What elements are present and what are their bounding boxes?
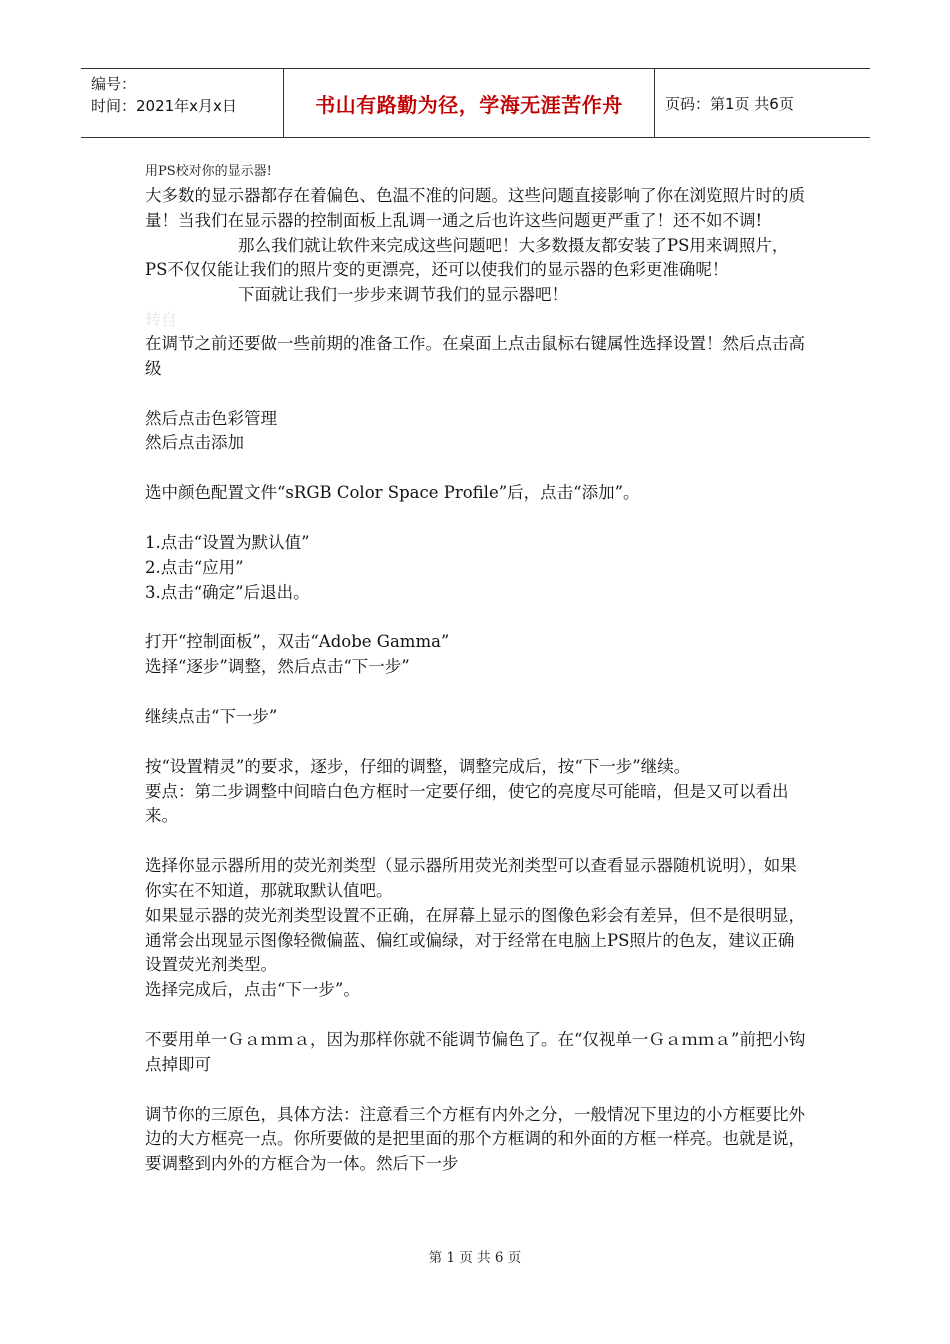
intro-paragraph: 大多数的显示器都存在着偏色、色温不准的问题。这些问题直接影响了你在浏览照片时的质量！当我们在显示器的控制面板上乱调一通之后也许这些问题更严重了！还不如不调! (145, 186, 805, 230)
step-1: 1.点击“设置为默认值” (145, 532, 310, 552)
primaries-paragraph: 调节你的三原色，具体方法：注意看三个方框有内外之分，一般情况下里边的小方框要比外边的大方框亮一点。你所要做的是把里面的那个方框调的和外面的方框一样亮。也就是说，要调整到内外的方框合为一体。然后下一步 (145, 1104, 805, 1174)
paragraph-steps-intro: 下面就让我们一步步来调节我们的显示器吧！ (238, 285, 568, 305)
open-control-panel-line: 打开“控制面板”，双击“Adobe Gamma” (145, 632, 450, 652)
header-motto: 书山有路勤为径，学海无涯苦作舟 (315, 92, 623, 117)
phosphor-note-paragraph: 如果显示器的荧光剂类型设置不正确，在屏幕上显示的图像色彩会有差异，但不是很明显，通常会出现显示图像轻微偏蓝、偏红或偏绿，对于经常在电脑上PS照片的色友，建议正确设置荧光剂类型。 (145, 905, 805, 975)
wizard-line: 按“设置精灵”的要求，逐步，仔细的调整，调整完成后，按“下一步”继续。 (145, 756, 691, 776)
gamma-paragraph: 不要用单一Ｇａｍｍａ，因为那样你就不能调节偏色了。在“仅视单一Ｇａｍｍａ”前把小钩点掉即可 (145, 1029, 806, 1074)
header-motto-cell (284, 69, 655, 137)
continue-line: 继续点击“下一步” (145, 706, 278, 726)
page-header (81, 68, 870, 138)
after-select-line: 选择完成后，点击“下一步”。 (145, 980, 360, 1000)
document-body (145, 160, 810, 1177)
key-point-paragraph: 要点：第二步调整中间暗白色方框时一定要仔细，使它的亮度尽可能暗，但是又可以看出来。 (145, 781, 789, 826)
choose-step-line: 选择“逐步”调整，然后点击“下一步” (145, 657, 410, 677)
header-page-info: 页码：第1页 共6页 (665, 94, 794, 113)
phosphor-paragraph: 选择你显示器所用的荧光剂类型（显示器所用荧光剂类型可以查看显示器随机说明），如果你实在不知道，那就取默认值吧。 (145, 856, 797, 900)
color-management-line: 然后点击色彩管理 (145, 408, 277, 428)
doc-title: 用PS校对你的显示器! (145, 164, 272, 179)
header-meta (81, 69, 284, 137)
number-label: 编号： (91, 75, 137, 93)
page-footer: 第 1 页 共 6 页 (428, 1250, 522, 1266)
click-add-line: 然后点击添加 (145, 433, 244, 453)
time-label: 时间：2021年x月x日 (91, 97, 237, 115)
step-3: 3.点击“确定”后退出。 (145, 582, 310, 602)
paragraph-software: 那么我们就让软件来完成这些问题吧！大多数摄友都安装了PS用来调照片，PS不仅仅能让我们的照片变的更漂亮，还可以使我们的显示器的色彩更准确呢！ (145, 235, 789, 280)
faint-source-text: 转自 (145, 309, 178, 329)
step-2: 2.点击“应用” (145, 557, 244, 577)
prep-paragraph: 在调节之前还要做一些前期的准备工作。在桌面上点击鼠标右键属性选择设置！然后点击高级 (145, 333, 805, 378)
select-profile-line: 选中颜色配置文件“sRGB Color Space Profile”后，点击“添加”。 (145, 483, 640, 503)
